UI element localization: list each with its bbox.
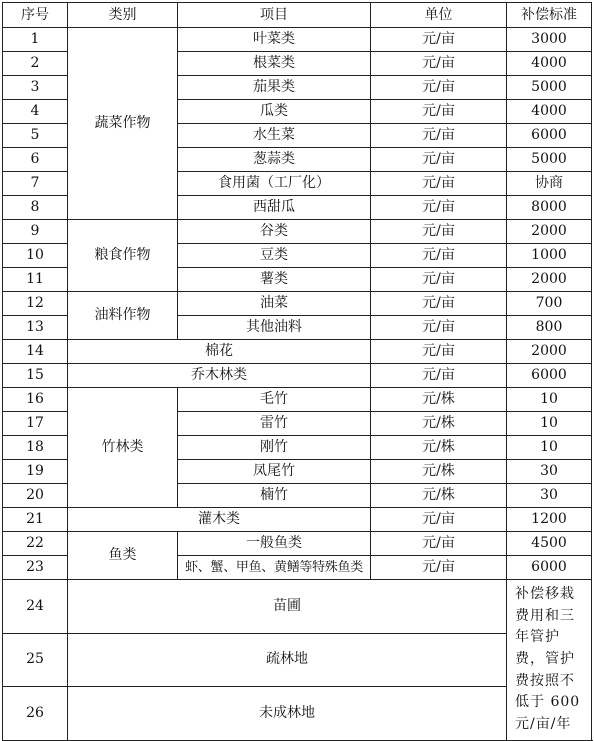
row-unit: 元/亩: [371, 52, 507, 76]
row-standard: 10: [507, 388, 592, 412]
row-no: 23: [3, 556, 68, 580]
row-no: 2: [3, 52, 68, 76]
row-unit: 元/亩: [371, 508, 507, 532]
category-cell: 灌木类: [68, 508, 371, 532]
table-row: [3, 633, 592, 687]
table-row: [3, 364, 592, 388]
note-cell: 补偿移栽费用和三年管护费，管护费按照不低于 600 元/亩/年: [507, 580, 592, 741]
row-no: 1: [3, 28, 68, 52]
row-standard: 1000: [507, 244, 592, 268]
row-item: 薯类: [178, 268, 371, 292]
row-standard: 协商: [507, 172, 592, 196]
row-no: 26: [3, 687, 68, 741]
row-standard: 6000: [507, 556, 592, 580]
row-standard: 2000: [507, 220, 592, 244]
row-unit: 元/亩: [371, 196, 507, 220]
row-unit: 元/亩: [371, 172, 507, 196]
row-no: 13: [3, 316, 68, 340]
row-no: 4: [3, 100, 68, 124]
row-standard: 2000: [507, 268, 592, 292]
row-no: 19: [3, 460, 68, 484]
category-cell: 鱼类: [68, 532, 178, 580]
category-cell: 粮食作物: [68, 220, 178, 292]
row-unit: 元/株: [371, 436, 507, 460]
header-no: 序号: [3, 3, 68, 28]
row-no: 25: [3, 633, 68, 687]
row-unit: 元/亩: [371, 124, 507, 148]
row-item: 刚竹: [178, 436, 371, 460]
category-cell: 竹林类: [68, 388, 178, 508]
row-item: 水生菜: [178, 124, 371, 148]
row-item: 毛竹: [178, 388, 371, 412]
row-unit: 元/亩: [371, 76, 507, 100]
category-cell: 未成林地: [68, 687, 507, 741]
table-row: [3, 340, 592, 364]
row-item: 瓜类: [178, 100, 371, 124]
category-cell: 棉花: [68, 340, 371, 364]
row-item: 茄果类: [178, 76, 371, 100]
row-standard: 10: [507, 412, 592, 436]
row-no: 16: [3, 388, 68, 412]
row-unit: 元/亩: [371, 532, 507, 556]
row-item: 西甜瓜: [178, 196, 371, 220]
row-item: 雷竹: [178, 412, 371, 436]
row-standard: 5000: [507, 76, 592, 100]
row-unit: 元/株: [371, 412, 507, 436]
row-no: 8: [3, 196, 68, 220]
row-unit: 元/亩: [371, 28, 507, 52]
row-standard: 30: [507, 484, 592, 508]
table-row: [3, 388, 592, 412]
row-no: 9: [3, 220, 68, 244]
row-unit: 元/株: [371, 484, 507, 508]
row-unit: 元/亩: [371, 100, 507, 124]
row-no: 7: [3, 172, 68, 196]
row-no: 10: [3, 244, 68, 268]
row-no: 15: [3, 364, 68, 388]
row-item: 虾、蟹、甲鱼、黄鳝等特殊鱼类: [178, 556, 371, 580]
row-unit: 元/亩: [371, 556, 507, 580]
row-standard: 1200: [507, 508, 592, 532]
row-item: 豆类: [178, 244, 371, 268]
row-standard: 4500: [507, 532, 592, 556]
row-standard: 6000: [507, 364, 592, 388]
row-item: 凤尾竹: [178, 460, 371, 484]
category-cell: 蔬菜作物: [68, 28, 178, 220]
table-row: [3, 508, 592, 532]
header-category: 类别: [68, 3, 178, 28]
category-cell: 油料作物: [68, 292, 178, 340]
row-no: 5: [3, 124, 68, 148]
table-row: [3, 532, 592, 556]
row-unit: 元/亩: [371, 244, 507, 268]
row-no: 12: [3, 292, 68, 316]
compensation-table: [2, 2, 592, 741]
row-unit: 元/株: [371, 388, 507, 412]
header-unit: 单位: [371, 3, 507, 28]
row-unit: 元/亩: [371, 292, 507, 316]
row-standard: 2000: [507, 340, 592, 364]
row-no: 3: [3, 76, 68, 100]
row-unit: 元/株: [371, 460, 507, 484]
row-no: 6: [3, 148, 68, 172]
row-no: 11: [3, 268, 68, 292]
row-no: 24: [3, 580, 68, 634]
row-item: 一般鱼类: [178, 532, 371, 556]
row-item: 叶菜类: [178, 28, 371, 52]
row-item: 谷类: [178, 220, 371, 244]
row-unit: 元/亩: [371, 340, 507, 364]
table-row: [3, 580, 592, 634]
row-item: 食用菌（工厂化）: [178, 172, 371, 196]
row-standard: 4000: [507, 52, 592, 76]
row-unit: 元/亩: [371, 268, 507, 292]
header-standard: 补偿标准: [507, 3, 592, 28]
row-no: 17: [3, 412, 68, 436]
row-no: 18: [3, 436, 68, 460]
row-item: 油菜: [178, 292, 371, 316]
row-standard: 30: [507, 460, 592, 484]
row-standard: 700: [507, 292, 592, 316]
row-no: 14: [3, 340, 68, 364]
row-standard: 5000: [507, 148, 592, 172]
header-item: 项目: [178, 3, 371, 28]
row-standard: 800: [507, 316, 592, 340]
row-standard: 6000: [507, 124, 592, 148]
row-standard: 10: [507, 436, 592, 460]
row-no: 21: [3, 508, 68, 532]
table-row: [3, 292, 592, 316]
category-cell: 苗圃: [68, 580, 507, 634]
row-item: 根菜类: [178, 52, 371, 76]
table-row: [3, 220, 592, 244]
row-item: 其他油料: [178, 316, 371, 340]
row-standard: 8000: [507, 196, 592, 220]
row-no: 22: [3, 532, 68, 556]
row-item: 楠竹: [178, 484, 371, 508]
table-row: [3, 687, 592, 741]
row-unit: 元/亩: [371, 364, 507, 388]
row-unit: 元/亩: [371, 220, 507, 244]
table-row: [3, 28, 592, 52]
row-item: 葱蒜类: [178, 148, 371, 172]
header-row: [3, 3, 592, 28]
row-unit: 元/亩: [371, 148, 507, 172]
category-cell: 疏林地: [68, 633, 507, 687]
row-standard: 4000: [507, 100, 592, 124]
category-cell: 乔木林类: [68, 364, 371, 388]
row-standard: 3000: [507, 28, 592, 52]
row-unit: 元/亩: [371, 316, 507, 340]
row-no: 20: [3, 484, 68, 508]
